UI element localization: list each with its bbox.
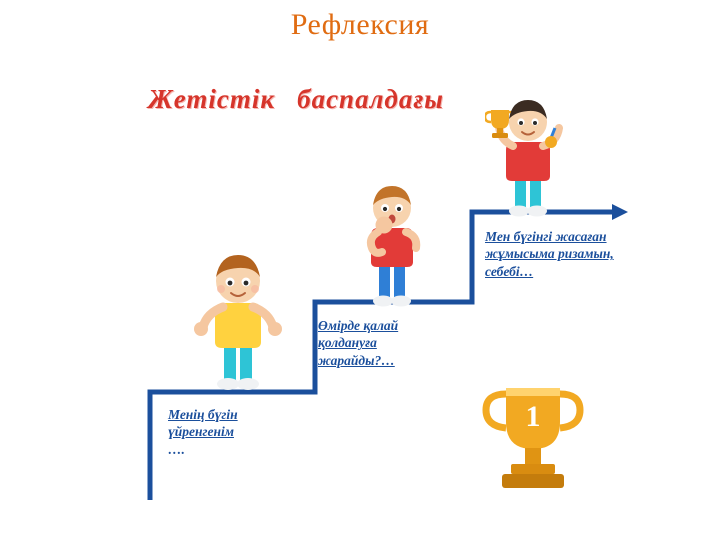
character-boy-winner (485, 92, 571, 224)
page-title: Рефлексия (290, 8, 430, 41)
step-3-line-3: себебі… (485, 263, 534, 279)
step-3-text (485, 228, 665, 280)
step-1-line-2: үйренгенім (168, 424, 234, 440)
banner-word-2: баспалдағы (297, 84, 445, 114)
step-1-line-3: …. (168, 441, 185, 457)
step-3-line-2: жұмысыма ризамын, (485, 246, 614, 262)
step-1-line-1: Менің бүгін (168, 407, 238, 422)
step-3-line-1: Мен бүгінгі жасаған (485, 229, 607, 244)
step-2-line-1: Өмірде қалай (318, 318, 399, 333)
step-2-line-2: қолдануға (318, 335, 377, 351)
step-1-text (168, 406, 303, 458)
trophy-graphic (478, 378, 588, 508)
character-boy-yellow (190, 245, 286, 395)
banner-word-1: Жетістік (148, 84, 276, 114)
step-2-line-3: жарайды?… (318, 352, 395, 368)
trophy-number: 1 (525, 400, 541, 433)
step-2-text (318, 317, 448, 369)
banner-heading (148, 84, 508, 126)
character-boy-red (352, 180, 432, 312)
